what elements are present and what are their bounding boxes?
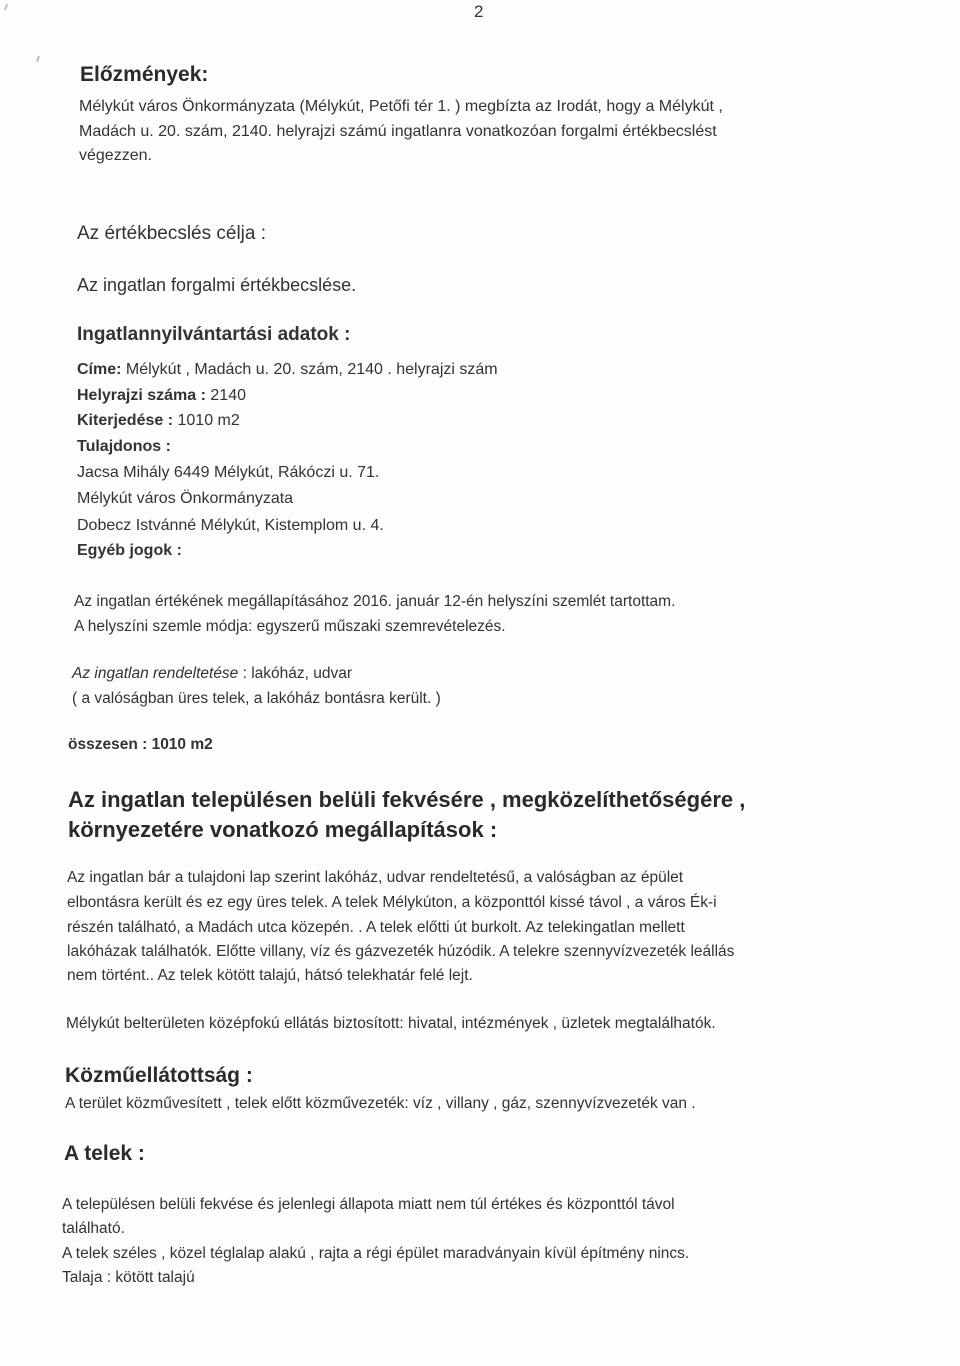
- background-line: végezzen.: [79, 147, 152, 164]
- lot-label: Helyrajzi száma :: [77, 387, 206, 404]
- location-paragraph-line: Az ingatlan bár a tulajdoni lap szerint lakóház, udvar rendeltetésű, a valóságban az épület: [67, 869, 684, 886]
- background-line: Madách u. 20. szám, 2140. helyrajzi számú ingatlanra vonatkozóan forgalmi értékbecslést: [79, 123, 717, 140]
- address-row: [77, 361, 498, 379]
- section-title-background: Előzmények:: [80, 63, 209, 86]
- purpose-of-use-row: [72, 665, 352, 683]
- location-paragraph-line: lakóházak találhatók. Előtte villany, víz és gázvezeték húzódik. A telekre szennyvízvezeték leállás: [67, 943, 735, 960]
- plot-line: A telek széles , közel téglalap alakú , rajta a régi épület maradványain kívül építmény nincs.: [62, 1245, 690, 1262]
- area-label: Kiterjedése :: [77, 412, 174, 429]
- inspection-line: Az ingatlan értékének megállapításához 2016. január 12-én helyszíni szemlét tartottam.: [74, 593, 676, 610]
- other-rights-label: Egyéb jogok :: [77, 542, 182, 559]
- location-paragraph-line: nem történt.. Az telek kötött talajú, hátsó telekhatár felé lejt.: [67, 967, 473, 984]
- plot-line: található.: [62, 1220, 125, 1237]
- location-paragraph-line: elbontásra került és ez egy üres telek. A telek Mélykúton, a központtól kissé távol , a város Ék-i: [67, 894, 717, 911]
- total-label: összesen: [68, 736, 138, 753]
- purpose-of-use-value: : lakóház, udvar: [238, 665, 353, 682]
- total-value: : 1010 m2: [137, 736, 213, 753]
- location-paragraph-line: részén található, a Madách utca közepén. . A telek előtti út burkolt. Az telekingatlan mellett: [67, 919, 685, 936]
- lot-row: [77, 387, 246, 405]
- owner-line: Jacsa Mihály 6449 Mélykút, Rákóczi u. 71.: [77, 464, 380, 481]
- plot-line: A településen belüli fekvése és jelenlegi állapota miatt nem túl értékes és központtól távol: [62, 1196, 675, 1213]
- section-title-purpose: Az értékbecslés célja :: [77, 223, 267, 244]
- services-text: Mélykút belterületen középfokú ellátás biztosított: hivatal, intézmények , üzletek megtalálhatók.: [66, 1015, 716, 1032]
- scan-speck: [4, 4, 8, 10]
- owner-line: Mélykút város Önkormányzata: [77, 490, 294, 507]
- section-title-location-line1: Az ingatlan településen belüli fekvésére , megközelíthetőségére ,: [68, 787, 746, 812]
- area-value: 1010 m2: [173, 412, 240, 429]
- background-line: Mélykút város Önkormányzata (Mélykút, Petőfi tér 1. ) megbízta az Irodát, hogy a Mélykút ,: [79, 98, 723, 115]
- address-label: Címe:: [77, 361, 122, 378]
- total-row: [68, 736, 213, 754]
- section-title-plot: A telek :: [64, 1142, 145, 1165]
- section-title-utilities: Közműellátottság :: [65, 1064, 253, 1087]
- owner-line: Dobecz Istvánné Mélykút, Kistemplom u. 4.: [77, 517, 384, 534]
- utilities-text: A terület közművesített , telek előtt közművezeték: víz , villany , gáz, szennyvízvezeték van .: [65, 1095, 696, 1112]
- inspection-line: A helyszíni szemle módja: egyszerű műszaki szemrevételezés.: [74, 618, 506, 635]
- purpose-of-use-note: ( a valóságban üres telek, a lakóház bontásra került. ): [72, 690, 441, 707]
- section-title-location-line2: környezetére vonatkozó megállapítások :: [68, 817, 498, 842]
- scan-speck: [36, 56, 40, 62]
- section-title-registry: Ingatlannyilvántartási adatok :: [77, 324, 351, 345]
- plot-line: Talaja : kötött talajú: [62, 1269, 195, 1286]
- owners-label: Tulajdonos :: [77, 438, 171, 455]
- purpose-text: Az ingatlan forgalmi értékbecslése.: [77, 275, 357, 295]
- address-value: Mélykút , Madách u. 20. szám, 2140 . helyrajzi szám: [121, 361, 498, 378]
- area-row: [77, 412, 240, 430]
- lot-value: 2140: [205, 387, 246, 404]
- page-number: 2: [474, 2, 484, 21]
- purpose-of-use-label: Az ingatlan rendeltetése: [72, 665, 239, 682]
